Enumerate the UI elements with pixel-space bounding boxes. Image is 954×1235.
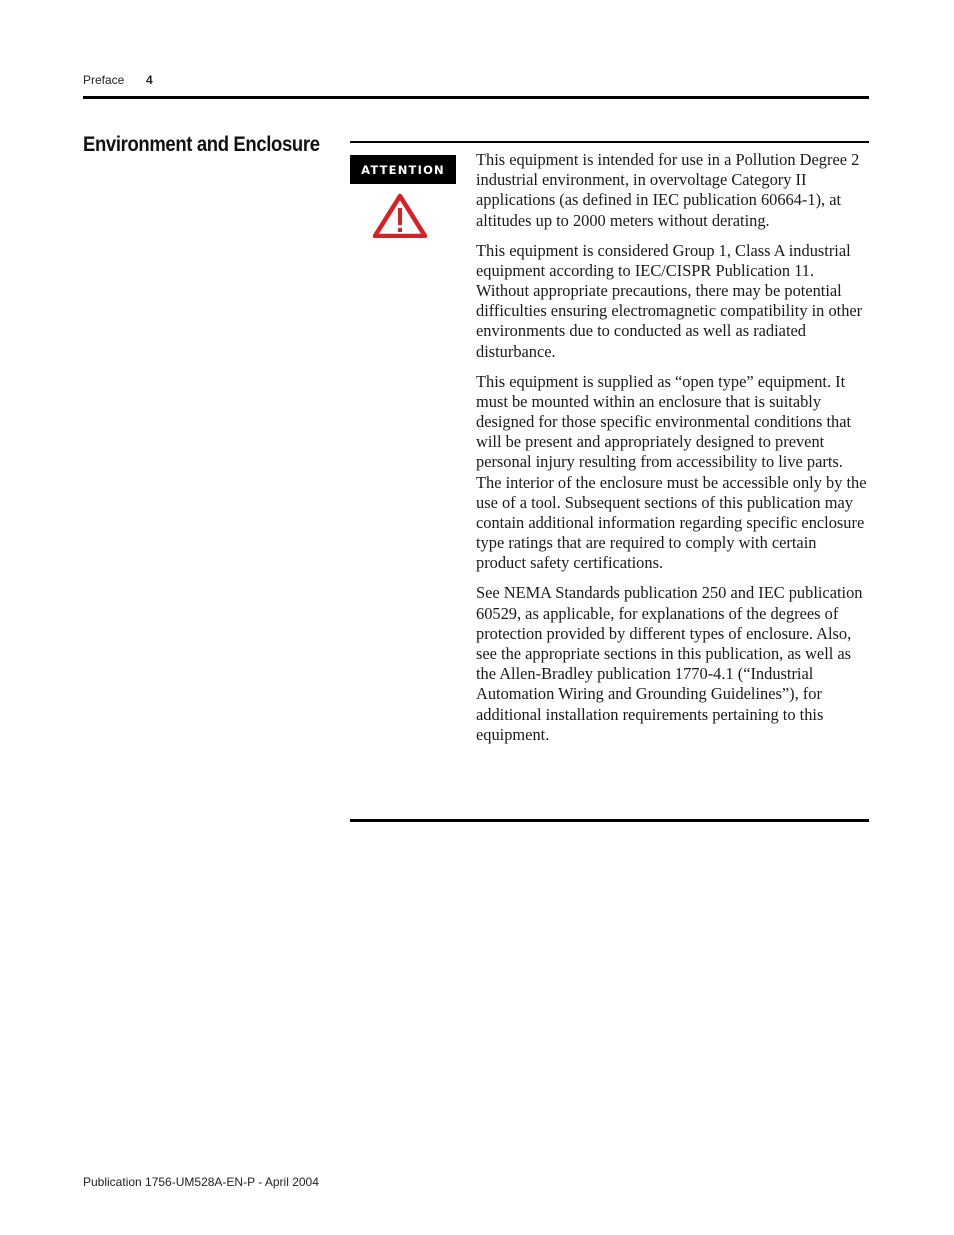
attention-paragraph: This equipment is intended for use in a Pollution Degree 2 industrial environment, in overvoltage Category II applications (as defined in IEC publication 60664-1), at altitudes up to 2000 meters without derating. [476,150,860,230]
attention-paragraph: This equipment is considered Group 1, Class A industrial equipment according to IEC/CISPR Publication 11. Without appropriate precautions, there may be potential difficulties ensuring electromagnetic compatibility in other environments due to conducted as well as radiated disturbance. [476,240,863,361]
footer-publication: Publication 1756-UM528A-EN-P - April 2004 [83,1175,319,1189]
header-section-label: Preface [83,73,125,87]
page-number: 4 [146,73,153,87]
attention-body [476,150,868,755]
section-title: Environment and Enclosure [83,133,320,156]
attention-paragraph: See NEMA Standards publication 250 and IEC publication 60529, as applicable, for explanations of the degrees of protection provided by different types of enclosure. Also, see the appropriate sections in this publication, as well as the Allen-Bradley publication 1770-4.1 (“Industrial Automation Wiring and Grounding Guidelines”), for additional installation requirements pertaining to this equipment. [476,583,863,744]
running-header [83,73,153,87]
attention-box-bottom-rule [350,819,869,822]
attention-paragraph: This equipment is supplied as “open type” equipment. It must be mounted within an enclosure that is suitably designed for those specific environmental conditions that will be present and appropriately designed to prevent personal injury resulting from accessibility to live parts. The interior of the enclosure must be accessible only by the use of a tool. Subsequent sections of this publication may contain additional information regarding specific enclosure type ratings that are required to comply with certain product safety certifications. [476,371,867,573]
header-rule [83,96,869,99]
warning-triangle-icon [372,192,428,238]
attention-box-top-rule [350,141,869,143]
attention-label: ATTENTION [350,155,456,184]
